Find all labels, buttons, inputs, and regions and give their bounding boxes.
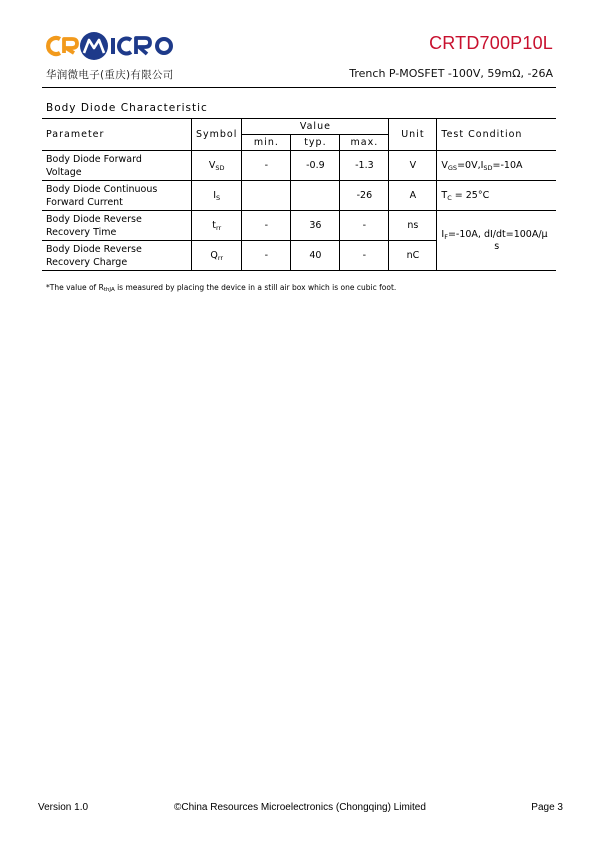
test-condition-cell xyxy=(437,211,556,271)
symbol-main: t xyxy=(212,219,216,231)
header-typ: typ. xyxy=(291,135,340,151)
unit-cell: ns xyxy=(389,211,437,241)
symbol-main: V xyxy=(208,159,216,171)
parameter-line2: Recovery Charge xyxy=(46,256,128,268)
cond-text: =0V,I xyxy=(457,159,484,171)
table-row xyxy=(42,181,556,211)
cond-text-line2: s xyxy=(494,241,500,252)
cond-text: V xyxy=(441,159,448,171)
max-value: -1.3 xyxy=(340,151,389,181)
company-name-chinese: 华润微电子(重庆)有限公司 xyxy=(46,69,174,81)
parameter-cell xyxy=(42,151,192,181)
footnote-text: is measured by placing the device in a still air box which is one cubic foot. xyxy=(114,283,397,292)
parameter-line1: Body Diode Reverse xyxy=(46,213,142,225)
device-description: Trench P-MOSFET -100V, 59mΩ, -26A xyxy=(349,67,553,80)
parameter-cell xyxy=(42,181,192,211)
header-divider xyxy=(42,87,556,88)
test-condition-cell xyxy=(437,181,556,211)
symbol-cell xyxy=(192,181,242,211)
symbol-cell xyxy=(192,241,242,271)
max-value: -26 xyxy=(340,181,389,211)
min-value: - xyxy=(242,211,291,241)
table-header-row xyxy=(42,119,556,135)
parameter-line2: Voltage xyxy=(46,166,82,178)
cond-subscript: SD xyxy=(483,163,493,172)
typ-value: -0.9 xyxy=(291,151,340,181)
unit-cell: A xyxy=(389,181,437,211)
symbol-subscript: rr xyxy=(217,253,224,262)
symbol-main: I xyxy=(213,189,217,201)
symbol-cell xyxy=(192,151,242,181)
footer-version: Version 1.0 xyxy=(38,802,89,813)
parameter-line1: Body Diode Continuous xyxy=(46,183,158,195)
unit-cell: V xyxy=(389,151,437,181)
footer-page-number: Page 3 xyxy=(531,802,563,813)
header-test-condition: Test Condition xyxy=(437,119,556,151)
parameter-cell xyxy=(42,211,192,241)
max-value: - xyxy=(340,241,389,271)
typ-value: 36 xyxy=(291,211,340,241)
cond-text: =-10A, dI/dt=100A/μ xyxy=(447,229,548,240)
part-number: CRTD700P10L xyxy=(429,33,553,53)
footnote-subscript: thJA xyxy=(103,287,115,293)
footer-copyright: ©China Resources Microelectronics (Chongqing) Limited xyxy=(174,802,426,813)
header-symbol: Symbol xyxy=(192,119,242,151)
footnote xyxy=(46,283,396,293)
cond-subscript: C xyxy=(447,193,452,202)
symbol-subscript: S xyxy=(216,193,221,202)
symbol-main: Q xyxy=(210,249,218,261)
typ-value xyxy=(291,181,340,211)
min-value xyxy=(242,181,291,211)
symbol-subscript: rr xyxy=(215,223,222,232)
cond-text: =-10A xyxy=(492,159,523,171)
parameter-line2: Recovery Time xyxy=(46,226,117,238)
min-value: - xyxy=(242,151,291,181)
body-diode-spec-table xyxy=(42,118,556,271)
table-row xyxy=(42,211,556,241)
unit-cell: nC xyxy=(389,241,437,271)
header-unit: Unit xyxy=(389,119,437,151)
parameter-line2: Forward Current xyxy=(46,196,123,208)
typ-value: 40 xyxy=(291,241,340,271)
cond-text: = 25°C xyxy=(451,189,490,201)
section-title: Body Diode Characteristic xyxy=(46,102,208,114)
parameter-line1: Body Diode Reverse xyxy=(46,243,142,255)
test-condition-cell xyxy=(437,151,556,181)
symbol-cell xyxy=(192,211,242,241)
parameter-cell xyxy=(42,241,192,271)
cond-text: I xyxy=(441,229,445,240)
footnote-text: *The value of R xyxy=(46,283,104,292)
header-parameter: Parameter xyxy=(42,119,192,151)
cond-text: T xyxy=(441,189,448,201)
header-min: min. xyxy=(242,135,291,151)
max-value: - xyxy=(340,211,389,241)
min-value: - xyxy=(242,241,291,271)
header-max: max. xyxy=(340,135,389,151)
company-logo xyxy=(46,31,186,61)
cond-subscript: GS xyxy=(447,163,458,172)
table-row xyxy=(42,151,556,181)
header-value: Value xyxy=(242,119,389,135)
cond-subscript: F xyxy=(444,233,448,241)
parameter-line1: Body Diode Forward xyxy=(46,153,142,165)
symbol-subscript: SD xyxy=(215,163,225,172)
